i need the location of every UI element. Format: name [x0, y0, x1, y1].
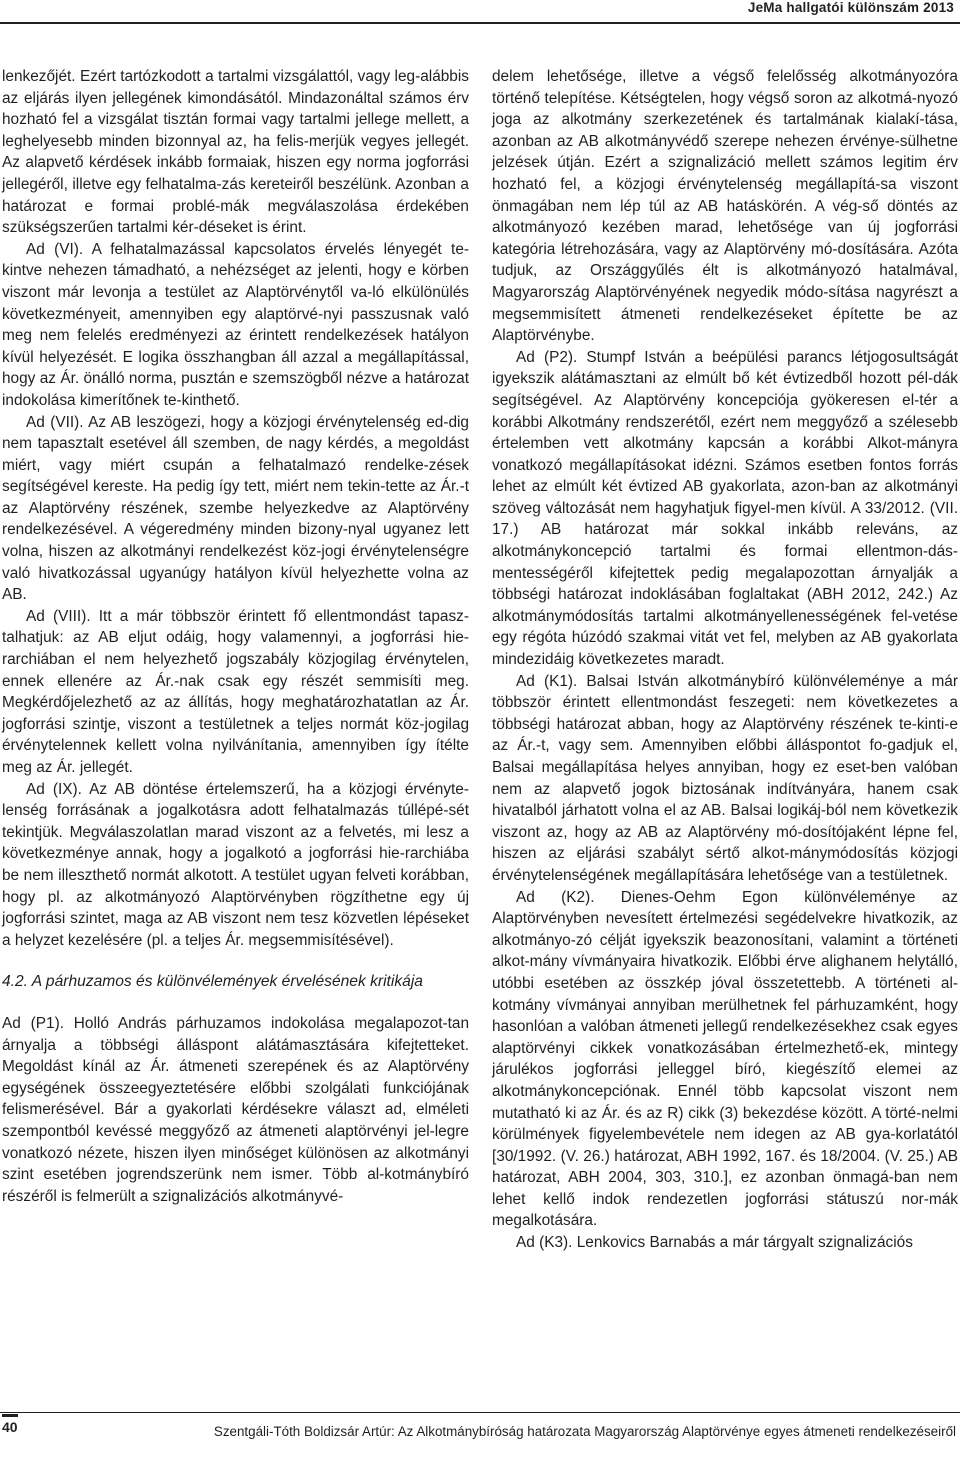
- paragraph: lenkezőjét. Ezért tartózkodott a tartalmi vizsgálattól, vagy leg-alábbis az eljárás ilyen jellegének kimondásától. Mindazonáltal számos érv hozható fel a vizsgálat tisztán formai vagy tartalmi jellege mellett, a leghelyesebb minden bizonnyal az, ha felis-merjük vegyes jellegét. Az alapvető kérdések inkább formaiak, hiszen egy norma jogforrási jellegéről, illetve egy felhatalma-zás kereteiről beszélünk. Azonban a határozat e formai problé-mák megválaszolása érdekében szükségszerűen tartalmi kér-déseket is érint.: [2, 68, 469, 237]
- page-number: 40: [2, 1414, 18, 1435]
- paragraph: Ad (K1). Balsai István alkotmánybíró különvéleménye a már többször érintett ellentmondást feszegeti: nem következetes a többségi határozat abban, hogy az Alaptörvény részének te-kinti-e az Ár.-t, vagy sem. Amennyiben előbbi álláspontot fo-gadjuk el, Balsai megállapítása helyes annyiban, hogy ez eset-ben valóban nem az alapvető jogok biztosának indítványára, hanem csak hivatalból járhatott volna el az AB. Balsai logikáj-ból nem következik viszont az, hogy az AB az Alaptörvény mó-dosítójaként lépne fel, hiszen az eljárási szabályt sértő alkot-mánymódosítás közjogi érvénytelenségének megállapítására lehetősége van a testületnek.: [492, 672, 958, 884]
- paragraph: Ad (VIII). Itt a már többször érintett fő ellentmondást tapasz-talhatjuk: az AB eljut odáig, hogy valamennyi, a jogforrási hie-rarchiában el nem helyezhető jogszabály közjogilag érvénytelen, ennek ellenére az Ár.-nak csak egy részét semmisíti meg. Megkérdőjelezhető az az állítás, hogy meghatározhatatlan az Ár. jogforrási szintje, viszont a testületnek a teljes normát köz-jogilag érvénytelennek kellett volna nyilvánítania, amennyiben így ítélte meg az Ár. jellegét.: [2, 607, 469, 776]
- journal-title: JeMa hallgatói különszám 2013: [747, 0, 954, 15]
- paragraph: Ad (VII). Az AB leszögezi, hogy a közjogi érvénytelenség ed-dig nem tapasztalt esetével áll szemben, de nagy kérdés, a megoldást miért, vagy miért csupán a felhatalmazó rendelke-zések segítségével kereste. Ha pedig így tett, miért nem tekin-tette az Ár.-t az Alaptörvény részének, szembe helyezkedve az Alaptörvény rendelkezésével. A végeredmény minden bizony-nyal ugyanez lett volna, hiszen az alkotmányi rendelkezést köz-jogi érvénytelenségre való hivatkozással ugyanúgy hatályon kívül helyezhette volna az AB.: [2, 413, 469, 604]
- paragraph: Ad (P1). Holló András párhuzamos indokolása megalapozot-tan árnyalja a többségi álláspont alátámasztására kifejtetteket. Megoldást kínál az Ár. átmeneti szerepének és az Alaptörvény egységének összeegyeztetésére előbbi szolgálati funkciójának felismerésével. Bár a gyakorlati kérdésekre választ ad, elméleti szempontból kevéssé meggyőző az átmeneti alaptörvényi jel-legre vonatkozó nézete, hiszen ilyen minőséget különösen az alkotmányi szint esetében jogrendszerünk nem ismer. Több al-kotmánybíró részéről is felmerült a szignalizációs alkotmányvé-: [2, 1014, 469, 1205]
- paragraph: Ad (P2). Stumpf István a beépülési parancs létjogosultságát igyekszik alátámasztani az elmúlt bő két évtizedből hozott pél-dák segítségével. Az Alaptörvény koncepciója gyökeresen el-tér a korábbi Alkotmány rendszerétől, ezért nem meggyőző a szélesebb értelemben vett alkotmány kapcsán a korábbi Alkot-mányra vonatkozó megállapításokat idézni. Számos esetben fontos forrás lehet az elmúlt két évtized AB gyakorlata, azon-ban az alkotmányi szöveg változását nem hagyhatjuk figyel-men kívül. A 33/2012. (VII. 17.) AB határozat már sokkal inkább releváns, az alkotmánykoncepció tartalmi és formai ellentmon-dás-mentességéről kifejtettek pedig megalapozottan árnyalják a többségi határozat indoklásában foglaltakat (ABH 2012, 242.) Az alkotmánymódosítás tartalmi alkotmányellenességének fel-vetése egy régóta húzódó szakmai vitát vet fel, melyben az AB gyakorlata mindezidáig következetes maradt.: [492, 348, 958, 669]
- right-column: [492, 66, 958, 1254]
- paragraph: delem lehetősége, illetve a végső felelősség alkotmányozóra történő telepítése. Kétségtelen, hogy végső soron az alkotmá-nyozó joga az alkotmány szerkezetének és tartalmának kialakí-tása, azonban az AB alkotmányvédő szerepe nehezen érvénye-sülhetne jelzések útján. Ezért a szignalizáció mellett számos legitim érv hozható fel, a közjogi érvénytelenség megállapítá-sa viszont önmagában nem lép túl az AB hatáskörén. A vég-ső döntés az alkotmányozó kezében marad, lehetősége van új jogforrási kategória létrehozására, vagy az Alaptörvény mó-dosítására. Azóta tudjuk, az Országgyűlés élt is alkotmányozó hatalmával, Magyarország Alaptörvényének negyedik módo-sítása nagyrészt a megsemmisített átmeneti rendelkezéseket építette be az Alaptörvénybe.: [492, 68, 958, 345]
- paragraph: Ad (K2). Dienes-Oehm Egon különvéleménye az Alaptörvényben nevesített értelmezési segédelvekre hivatkozik, az alkotmányo-zó célját igyekszik beazonosítani, valamint a történeti alkot-mány vívmányaira hivatkozik. Előbbi érve alighanem helytálló, utóbbi esetében az összkép jóval összetettebb. A történeti al-kotmány vívmányai annyiban merülhetnek fel párhuzamként, hogy hasonlóan a valóban átmeneti jellegű rendelkezésekhez csak egyes alaptörvényi cikkek vonatkozásában értelmezhető-ek, mintegy járulékos jogforrási jelleggel bíró, kiegészítő elemei az alkotmánykoncepciónak. Ennél több kapcsolat viszont nem mutatható ki az Ár. és az R) cikk (3) bekezdése között. A törté-nelmi körülmények figyelembevétele nem idegen az AB gya-korlatától [30/1992. (V. 26.) határozat, ABH 1992, 167. és 18/2004. (V. 25.) AB határozat, ABH 2004, 303, 310.], ez azonban önmagá-ban nem lehet kellő indok rendezetlen jogforrási státuszú nor-mák megalkotására.: [492, 888, 958, 1230]
- footer-rule: [0, 1412, 960, 1413]
- section-heading: 4.2. A párhuzamos és különvélemények érvelésének kritikája: [2, 973, 423, 991]
- paragraph: Ad (IX). Az AB döntése értelemszerű, ha a közjogi érvényte-lenség forrásának a jogalkotásra adott felhatalmazás túllépé-sét tekintjük. Megválaszolatlan marad viszont az a felvetés, mi lesz a következménye annak, hogy a jogalkotó a jogforrási hie-rarchiába be nem illeszthető normát alkotott. A testület ugyan felveti korábban, hogy pl. az alkotmányozó Alaptörvényben rögzíthetne egy új jogforrási szintet, maga az AB viszont nem tesz közvetlen lépéseket a helyzet kezelésére (pl. a teljes Ár. megsemmisítésével).: [2, 780, 469, 949]
- paragraph: Ad (VI). A felhatalmazással kapcsolatos érvelés lényegét te-kintve nehezen támadható, a nehézséget az jelenti, hogy e körben viszont már levonja a testület az Alaptörvénytől va-ló elkülönülés következményeit, amennyiben egy alaptörvé-nyi passzusnak való meg nem felelés eredményezi az érintett rendelkezések hatályon kívül helyezését. E logika összhangban áll azzal a megállapítással, hogy az Ár. önálló norma, pusztán e szemszögből nézve a határozat indokolása kimerítőnek te-kinthető.: [2, 240, 469, 409]
- left-column: [2, 66, 469, 1207]
- running-footer: Szentgáli-Tóth Boldizsár Artúr: Az Alkotmánybíróság határozata Magyarország Alaptörvénye egyes átmeneti rendelkezéseiről: [213, 1424, 956, 1439]
- paragraph: Ad (K3). Lenkovics Barnabás a már tárgyalt szignalizációs: [516, 1234, 913, 1252]
